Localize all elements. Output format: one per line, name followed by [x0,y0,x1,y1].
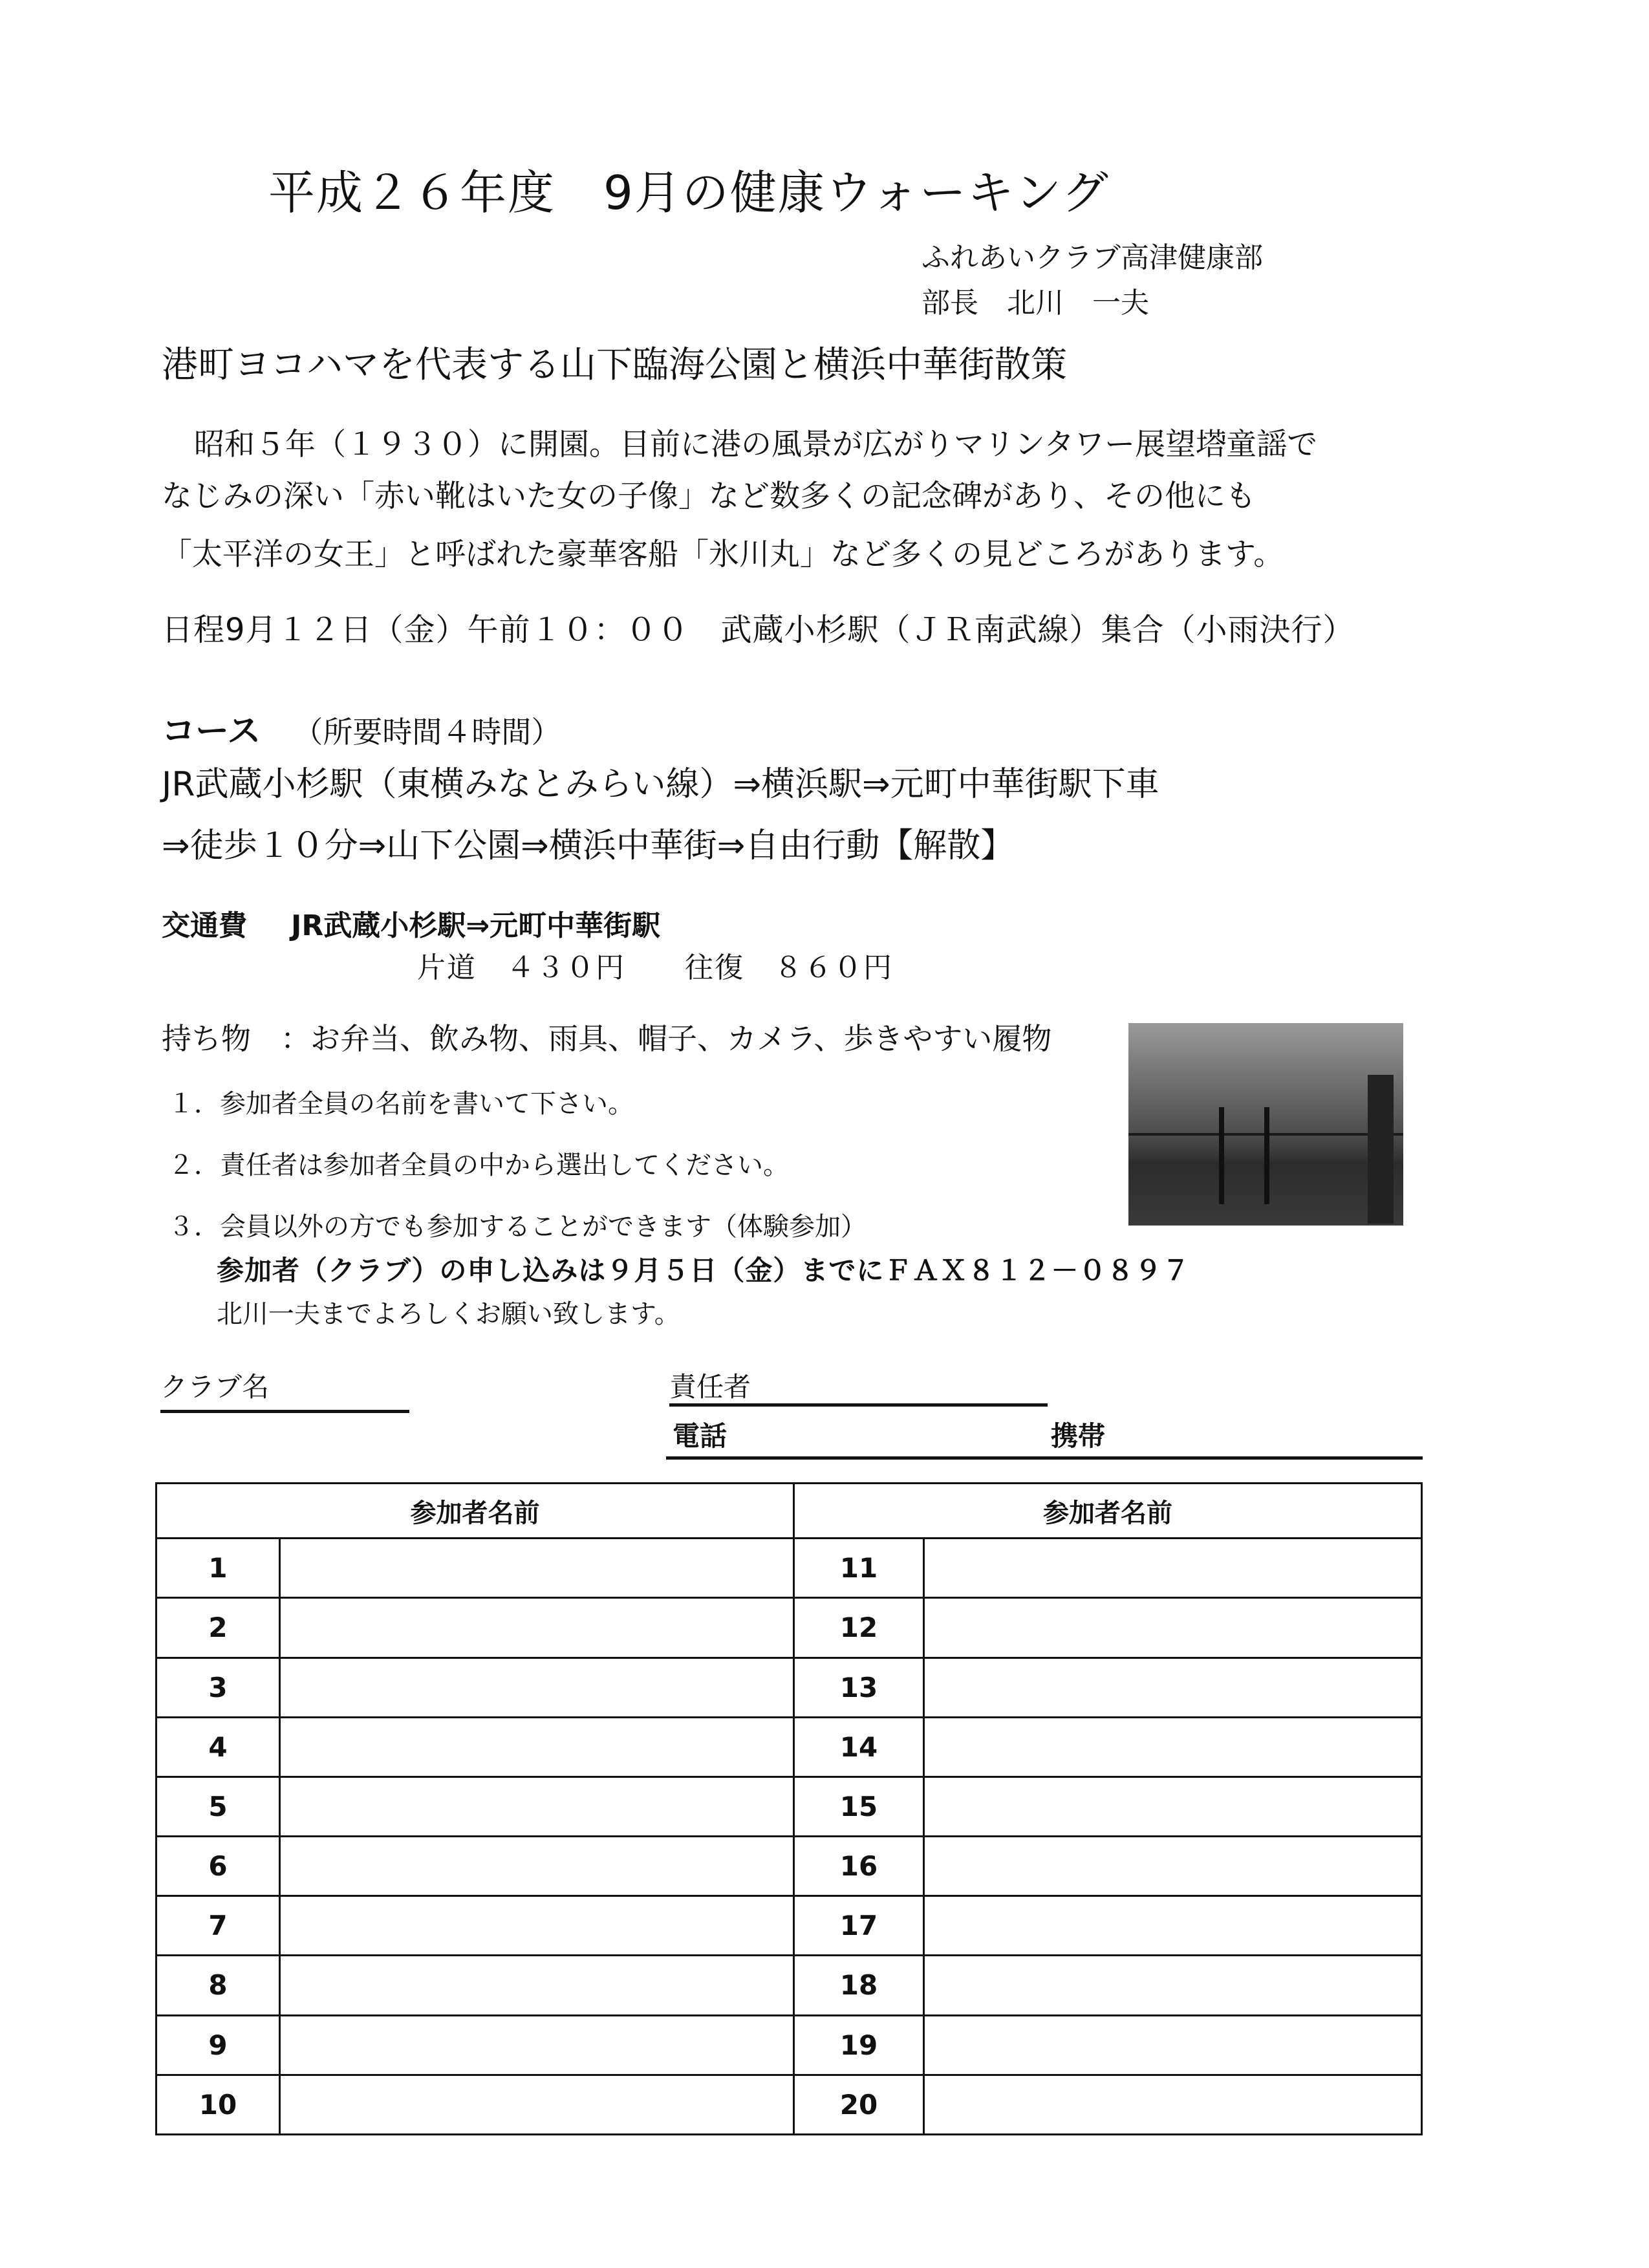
photo-post [1219,1107,1224,1204]
table-row [156,1837,1422,1896]
participant-name-cell[interactable] [924,1717,1422,1777]
participant-name-cell[interactable] [280,1539,794,1598]
participant-name-cell[interactable] [280,1658,794,1717]
contact-note: 北川一夫までよろしくお願い致します。 [217,1299,680,1329]
row-number: 6 [156,1837,280,1896]
course-heading [162,704,561,752]
participant-name-cell[interactable] [280,1896,794,1956]
participant-name-cell[interactable] [280,1837,794,1896]
fare-label: 交通費 [162,909,247,942]
row-number: 1 [156,1539,280,1598]
header-participant-name-right: 参加者名前 [794,1484,1422,1539]
mobile-label: 携帯 [1051,1420,1106,1452]
club-name-label: クラブ名 [160,1371,270,1403]
course-heading-label: コース [162,712,261,751]
participant-name-cell[interactable] [924,1896,1422,1956]
photo-post [1264,1107,1269,1204]
participant-name-cell[interactable] [924,1598,1422,1658]
phone-label: 電話 [673,1420,727,1452]
table-row [156,2015,1422,2075]
photo-structure [1368,1075,1394,1224]
course-duration: （所要時間４時間） [293,715,561,750]
header-participant-name-left: 参加者名前 [156,1484,794,1539]
row-number: 20 [794,2075,924,2134]
row-number: 8 [156,1956,280,2015]
note-3: ３．会員以外の方でも参加することができます（体験参加） [168,1212,867,1242]
row-number: 15 [794,1777,924,1836]
table-row [156,1658,1422,1717]
row-number: 2 [156,1598,280,1658]
description-line-3: 「太平洋の女王」と呼ばれた豪華客船「氷川丸」など多くの見どころがあります。 [162,537,1284,572]
row-number: 9 [156,2015,280,2075]
application-deadline: 参加者（クラブ）の申し込みは９月５日（金）までにＦＡＸ８１２－０８９７ [217,1255,1191,1286]
note-1: １．参加者全員の名前を書いて下さい。 [168,1089,634,1119]
row-number: 11 [794,1539,924,1598]
row-number: 3 [156,1658,280,1717]
phone-field[interactable] [666,1456,1423,1460]
club-name-field[interactable] [160,1410,409,1413]
participant-name-cell[interactable] [924,1956,1422,2015]
table-row [156,1956,1422,2015]
participant-name-cell[interactable] [924,2075,1422,2134]
table-header [156,1484,1422,1539]
participant-name-cell[interactable] [924,1777,1422,1836]
row-number: 19 [794,2015,924,2075]
participant-name-cell[interactable] [280,1717,794,1777]
course-line-1: JR武蔵小杉駅（東横みなとみらい線）⇒横浜駅⇒元町中華街駅下車 [162,765,1159,804]
participant-name-cell[interactable] [280,1956,794,2015]
row-number: 12 [794,1598,924,1658]
table-row [156,1598,1422,1658]
responsible-label: 責任者 [669,1371,751,1403]
row-number: 4 [156,1717,280,1777]
page-title: 平成２６年度 9月の健康ウォーキング [268,166,1110,220]
table-row [156,2075,1422,2134]
fare-route: JR武蔵小杉駅⇒元町中華街駅 [291,909,661,942]
belongings-text: 持ち物 ：お弁当、飲み物、雨具、帽子、カメラ、歩きやすい履物 [162,1021,1052,1056]
event-headline: 港町ヨコハマを代表する山下臨海公園と横浜中華街散策 [162,344,1067,386]
chief-name: 部長 北川 一夫 [921,286,1149,319]
description-line-2: なじみの深い「赤い靴はいた女の子像」など数多くの記念碑があり、その他にも [162,479,1256,514]
harbor-photo [1128,1023,1403,1226]
participant-name-cell[interactable] [924,2015,1422,2075]
row-number: 18 [794,1956,924,2015]
table-row [156,1717,1422,1777]
note-2: ２．責任者は参加者全員の中から選出してください。 [168,1150,789,1180]
row-number: 10 [156,2075,280,2134]
row-number: 7 [156,1896,280,1956]
fare-prices: 片道 ４３０円 往復 ８６０円 [417,951,893,984]
table-row [156,1539,1422,1598]
schedule-text: 日程9月１２日（金）午前１０：００ 武蔵小杉駅（ＪＲ南武線）集合（小雨決行） [162,612,1355,648]
course-line-2: ⇒徒歩１０分⇒山下公園⇒横浜中華街⇒自由行動【解散】 [162,826,1015,865]
organization-name: ふれあいクラブ高津健康部 [921,241,1263,274]
participant-name-cell[interactable] [924,1658,1422,1717]
row-number: 16 [794,1837,924,1896]
row-number: 5 [156,1777,280,1836]
row-number: 17 [794,1896,924,1956]
participant-table [155,1482,1423,2135]
responsible-field[interactable] [669,1403,1048,1407]
table-row [156,1777,1422,1836]
participant-name-cell[interactable] [280,2075,794,2134]
participant-name-cell[interactable] [924,1837,1422,1896]
table-row [156,1896,1422,1956]
description-line-1: 昭和５年（１９３０）に開園。目前に港の風景が広がりマリンタワー展望塔ᡃ童謡で [194,427,1318,462]
participant-name-cell[interactable] [280,1777,794,1836]
participant-name-cell[interactable] [280,1598,794,1658]
participant-name-cell[interactable] [924,1539,1422,1598]
row-number: 13 [794,1658,924,1717]
participant-name-cell[interactable] [280,2015,794,2075]
row-number: 14 [794,1717,924,1777]
